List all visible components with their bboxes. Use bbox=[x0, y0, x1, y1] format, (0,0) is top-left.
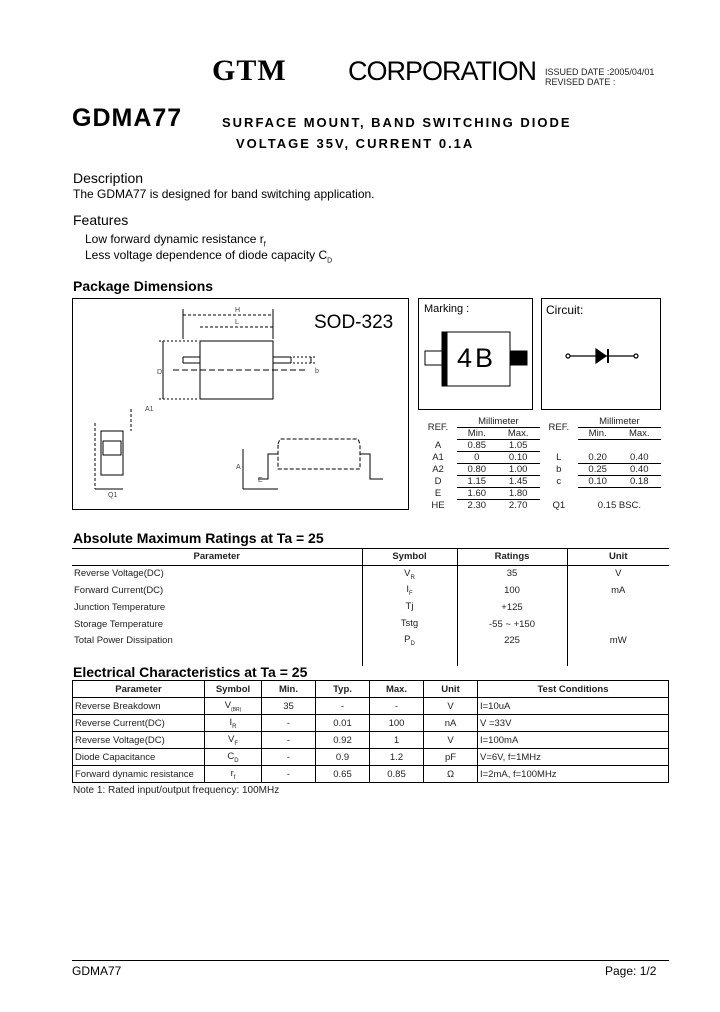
svg-text:A1: A1 bbox=[145, 406, 154, 413]
table-row: HE 2.30 2.70 Q1 0.15 BSC. bbox=[431, 499, 642, 511]
table-row: A1 0 0.10 L 0.20 0.40 bbox=[419, 452, 661, 464]
issued-date: ISSUED DATE :2005/04/01 bbox=[545, 67, 655, 77]
elec-table: Parameter Symbol Min. Typ. Max. Unit Test Conditions Reverse Breakdown $V_{(BR)}$ 35 - - V I=10uA Reverse Current(DC) $I_R$ - 0.01 100 nA V =33V Reverse Voltage(DC) $V_F$ - 0.92 1 V I=100mA Diode Capacitance $C_D$ - 0.9 1.2 pF V=6V, f=1MHz Forward dynamic resistance $r_f$ - 0.65 0.85 Ω I=2mA, f=100MHz bbox=[72, 680, 669, 783]
svg-text:A: A bbox=[236, 464, 241, 471]
circuit-label: Circuit: bbox=[546, 303, 584, 317]
svg-text:L: L bbox=[235, 319, 239, 326]
table-row: Reverse Current(DC) $I_R$ - 0.01 100 nA V =33V bbox=[73, 715, 669, 732]
footer-page-number: Page: 1/2 bbox=[605, 964, 657, 978]
elec-heading: Electrical Characteristics at Ta = 25 bbox=[73, 664, 308, 680]
svg-text:Q1: Q1 bbox=[108, 492, 118, 499]
table-row: Storage Temperature Tstg -55 ~ +150 bbox=[72, 616, 669, 633]
table-row: D 1.15 1.45 c 0.10 0.18 bbox=[419, 476, 661, 488]
circuit-box bbox=[541, 298, 661, 410]
dimension-table: REF. Millimeter REF. Millimeter Min. Max. Min. Max. A 0.85 1.05 A1 0 0.10 L 0.20 0.40 A2 0.80 1.00 b 0.25 0.40 D 1.15 1.45 c 0.10 0.18 E 1.60 1.80 HE 2.30 2.70 Q1 0.15 BSC. bbox=[419, 416, 661, 511]
feature-item: Less voltage dependence of diode capacity $C_D$ bbox=[85, 248, 333, 265]
package-outline-drawing bbox=[73, 299, 408, 509]
description-heading: Description bbox=[73, 170, 144, 186]
svg-text:D: D bbox=[157, 369, 163, 376]
table-row: Forward dynamic resistance $r_f$ - 0.65 0.85 Ω I=2mA, f=100MHz bbox=[73, 766, 669, 783]
footer-divider bbox=[72, 960, 669, 961]
footer-part-number: GDMA77 bbox=[72, 964, 122, 978]
package-name: SOD-323 bbox=[314, 312, 394, 333]
marking-box bbox=[418, 298, 533, 410]
abs-max-table: Parameter Symbol Ratings Unit Reverse Voltage(DC) $V_R$ 35 V Forward Current(DC) $I_F$ 100 mA Junction Temperature Tj +125 Storage Temperature Tstg -55 ~ +150 Total Power Dissipation $P_D$ 225 mW bbox=[72, 548, 669, 666]
issue-dates bbox=[545, 67, 654, 87]
table-row: Forward Current(DC) $I_F$ 100 mA bbox=[74, 584, 626, 597]
elec-note: Note 1: Rated input/output frequency: 100MHz bbox=[73, 785, 280, 796]
table-row: E 1.60 1.80 bbox=[419, 488, 661, 500]
part-number: GDMA77 bbox=[72, 104, 183, 132]
description-text: The GDMA77 is designed for band switching application. bbox=[73, 187, 375, 201]
abs-max-heading: Absolute Maximum Ratings at Ta = 25 bbox=[73, 530, 324, 546]
table-row: Reverse Voltage(DC) $V_R$ 35 V bbox=[72, 565, 669, 582]
package-heading: Package Dimensions bbox=[73, 278, 214, 294]
table-row: Junction Temperature Tj +125 bbox=[72, 599, 669, 616]
features-heading: Features bbox=[73, 212, 129, 228]
revised-date: REVISED DATE : bbox=[545, 77, 616, 87]
package-drawing-box bbox=[72, 298, 409, 510]
corporation-title: CORPORATION bbox=[348, 56, 537, 86]
table-row: A2 0.80 1.00 b 0.25 0.40 bbox=[419, 464, 661, 476]
table-row: Reverse Breakdown $V_{(BR)}$ 35 - - V I=10uA bbox=[73, 698, 669, 715]
table-row: Reverse Voltage(DC) $V_F$ - 0.92 1 V I=100mA bbox=[73, 732, 669, 749]
marking-code: 4B bbox=[457, 343, 497, 373]
feature-item: Low forward dynamic resistance $r_f$ bbox=[85, 232, 266, 249]
diode-symbol-icon bbox=[542, 299, 660, 409]
svg-text:H: H bbox=[235, 307, 241, 314]
table-row: Total Power Dissipation $P_D$ 225 mW bbox=[74, 634, 627, 648]
svg-text:E: E bbox=[258, 477, 263, 484]
product-subtitle: VOLTAGE 35V, CURRENT 0.1A bbox=[236, 136, 475, 151]
product-title: SURFACE MOUNT, BAND SWITCHING DIODE bbox=[222, 115, 572, 130]
table-row: Diode Capacitance $C_D$ - 0.9 1.2 pF V=6V, f=1MHz bbox=[73, 749, 669, 766]
marking-label: Marking : bbox=[424, 303, 470, 315]
table-row: A 0.85 1.05 bbox=[419, 440, 661, 452]
company-logo: GTM bbox=[212, 54, 287, 87]
svg-text:b: b bbox=[315, 368, 319, 375]
